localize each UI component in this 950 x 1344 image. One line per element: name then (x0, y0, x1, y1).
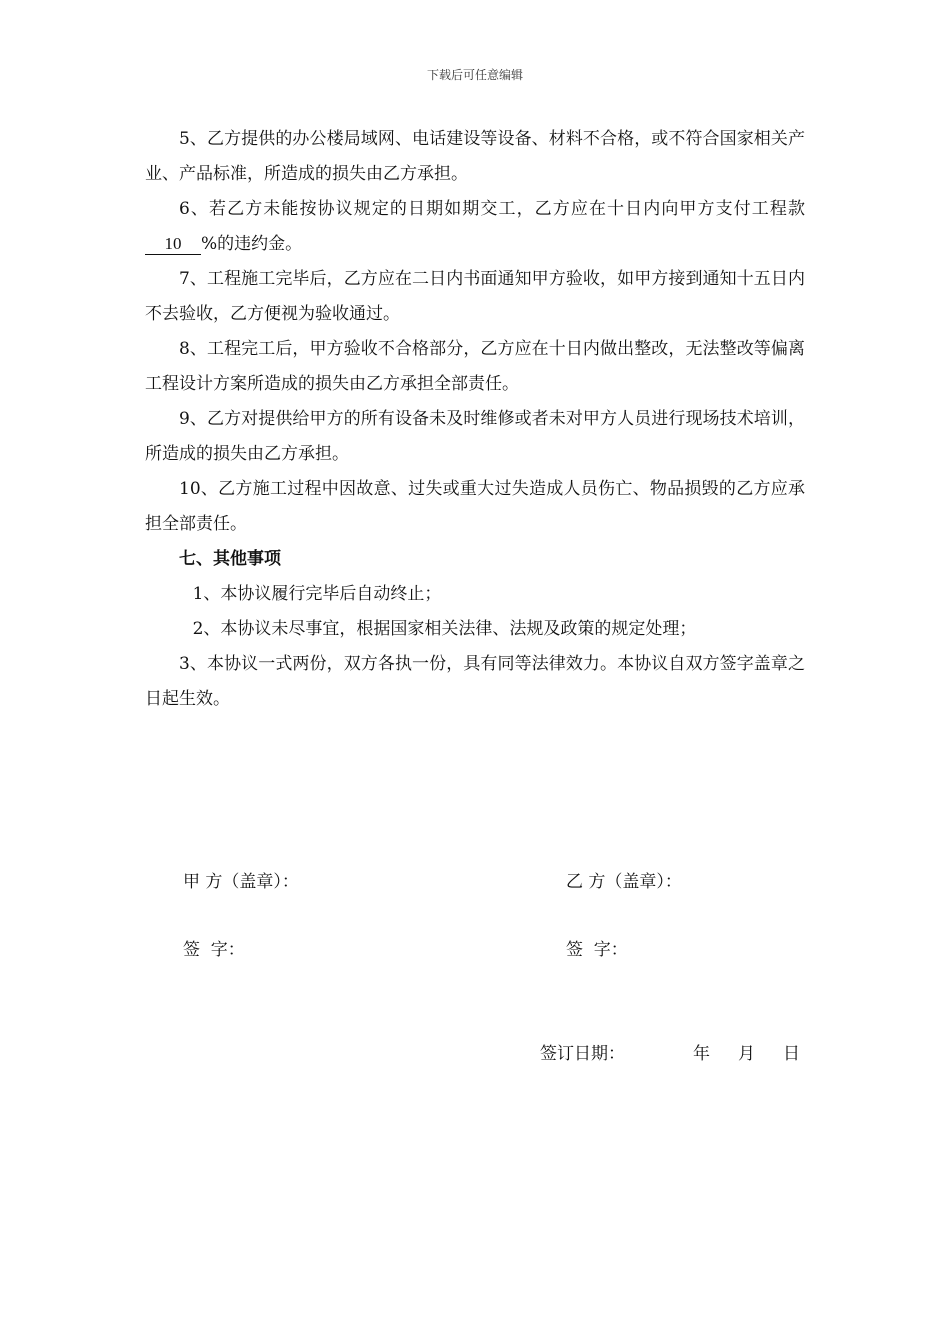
party-b-seal-label: 乙 方（盖章）： (566, 872, 682, 892)
signing-date-day: 日 (783, 1044, 800, 1064)
party-a-sign-label: 签 字： (183, 940, 245, 960)
clause-6 (145, 192, 805, 262)
signing-date-year: 年 (693, 1044, 710, 1064)
signing-date-row (540, 1042, 800, 1066)
section-7-item-1: 1、本协议履行完毕后自动终止； (192, 584, 442, 604)
signing-date-month: 月 (738, 1044, 755, 1064)
clause-6-text: 6、若乙方未能按协议规定的日期如期交工，乙方应在十日内向甲方支付工程款 (179, 199, 805, 219)
party-a-seal-label: 甲 方（盖章）： (183, 872, 299, 892)
clause-8: 8、工程完工后，甲方验收不合格部分，乙方应在十日内做出整改，无法整改等偏离工程设计方案所造成的损失由乙方承担全部责任。 (145, 339, 805, 394)
contract-body (145, 122, 805, 717)
clause-10: 10、乙方施工过程中因故意、过失或重大过失造成人员伤亡、物品损毁的乙方应承担全部责任。 (145, 479, 805, 534)
section-7-item-2: 2、本协议未尽事宜，根据国家相关法律、法规及政策的规定处理； (192, 619, 697, 639)
clause-7: 7、工程施工完毕后，乙方应在二日内书面通知甲方验收，如甲方接到通知十五日内不去验收，乙方便视为验收通过。 (145, 269, 805, 324)
clause-6-tail: %的违约金。 (201, 234, 303, 254)
clause-9: 9、乙方对提供给甲方的所有设备未及时维修或者未对甲方人员进行现场技术培训，所造成的损失由乙方承担。 (145, 409, 805, 464)
section-7-heading: 七、其他事项 (179, 549, 281, 569)
header-note: 下载后可任意编辑 (426, 68, 523, 82)
party-b-sign-label: 签 字： (566, 940, 628, 960)
section-7-item-3: 3、本协议一式两份，双方各执一份，具有同等法律效力。本协议自双方签字盖章之日起生效。 (145, 654, 805, 709)
clause-5: 5、乙方提供的办公楼局域网、电话建设等设备、材料不合格，或不符合国家相关产业、产品标准，所造成的损失由乙方承担。 (145, 129, 805, 184)
signing-date-label: 签订日期： (540, 1044, 625, 1064)
penalty-rate-blank: 10 (145, 234, 201, 255)
